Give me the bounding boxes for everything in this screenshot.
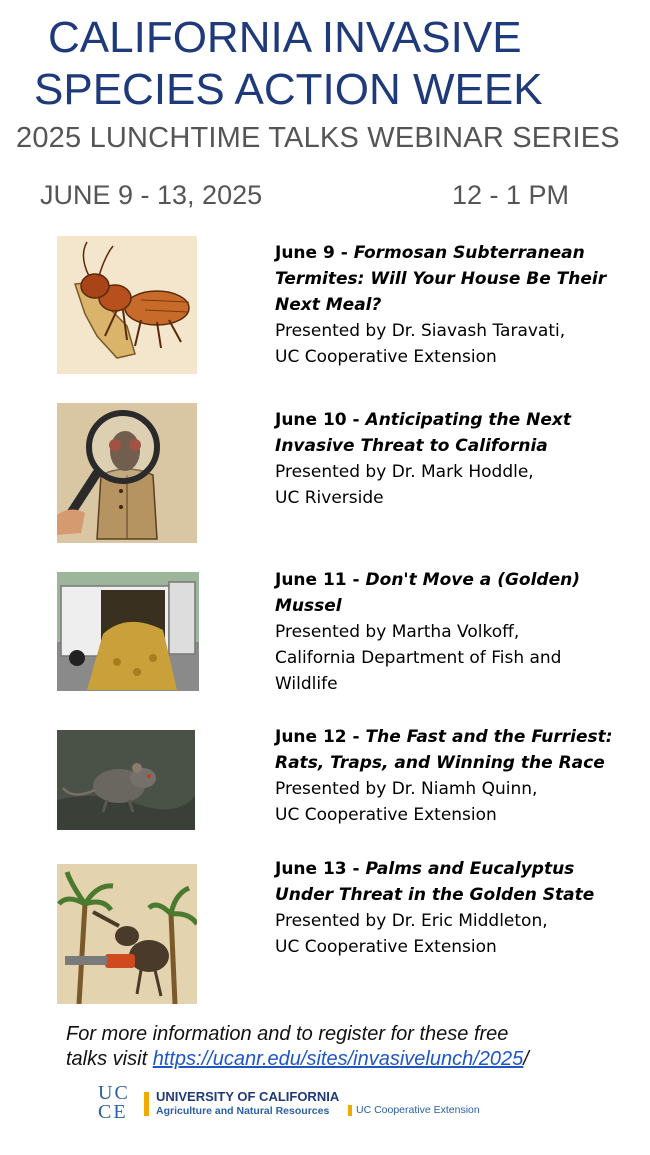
registration-text: For more information and to register for these free [66,1023,509,1045]
termite-illustration [57,236,197,374]
talk-title: Anticipating the Next [365,410,571,430]
ucce-logo-bottom: CE [98,1101,128,1123]
talk-affiliation: Wildlife [275,674,338,694]
talk-date: June 10 - [275,410,366,430]
talk-title: Under Threat in the Golden State [275,885,595,905]
extension-name: UC Cooperative Extension [356,1104,480,1116]
insect-detective-illustration [57,403,197,543]
van-mussels-photo [57,572,199,691]
talk-presenter: Presented by Dr. Niamh Quinn, [275,779,538,799]
weevil-chainsaw-illustration [57,864,197,1004]
rat-illustration [57,730,195,830]
ucce-logo [98,1084,130,1122]
talk-date: June 11 - [275,570,366,590]
talk-title: Palms and Eucalyptus [365,859,575,879]
university-name: UNIVERSITY OF CALIFORNIA [156,1089,340,1104]
logo-accent-bar [348,1105,352,1116]
registration-text-suffix: / [523,1048,529,1070]
talk-title: Invasive Threat to California [275,436,548,456]
talk-title: Formosan Subterranean [353,243,585,263]
talk-presenter: Presented by Dr. Mark Hoddle, [275,462,534,482]
registration-info [66,1022,626,1072]
logo-accent-bar [144,1092,149,1116]
talk-details [275,240,635,370]
talk-title: Rats, Traps, and Winning the Race [275,753,605,773]
talk-affiliation: UC Cooperative Extension [275,347,497,367]
talk-presenter: Presented by Dr. Siavash Taravati, [275,321,566,341]
ucce-logo-top: UC [98,1082,130,1104]
title-line-2: SPECIES ACTION WEEK [34,65,543,114]
talk-affiliation: California Department of Fish and [275,648,562,668]
title-line-1: CALIFORNIA INVASIVE [48,13,522,62]
talk-title: Termites: Will Your House Be Their [275,269,607,289]
registration-text-prefix: talks visit [66,1048,153,1070]
talk-title: Don't Move a (Golden) [365,570,580,590]
talk-affiliation: UC Riverside [275,488,384,508]
event-time: 12 - 1 PM [452,180,570,210]
talk-details [275,567,635,697]
talk-title: The Fast and the Furriest: [365,727,613,747]
talk-details [275,856,635,960]
talk-date: June 12 - [275,727,366,747]
talk-title: Next Meal? [275,295,382,315]
university-logo [156,1090,339,1118]
talk-details [275,407,635,511]
talk-date: June 13 - [275,859,366,879]
talk-presenter: Presented by Dr. Eric Middleton, [275,911,548,931]
registration-link[interactable]: https://ucanr.edu/sites/invasivelunch/2025 [152,1048,524,1070]
talk-details [275,724,635,828]
page-subtitle: 2025 LUNCHTIME TALKS WEBINAR SERIES [16,122,620,154]
talk-presenter: Presented by Martha Volkoff, [275,622,520,642]
talk-affiliation: UC Cooperative Extension [275,805,497,825]
talk-date: June 9 - [275,243,354,263]
talk-title: Mussel [275,596,342,616]
event-dates: JUNE 9 - 13, 2025 [40,180,263,210]
talk-affiliation: UC Cooperative Extension [275,937,497,957]
page-title [0,12,650,116]
division-name: Agriculture and Natural Resources [156,1105,330,1117]
footer-logos [98,1084,538,1124]
